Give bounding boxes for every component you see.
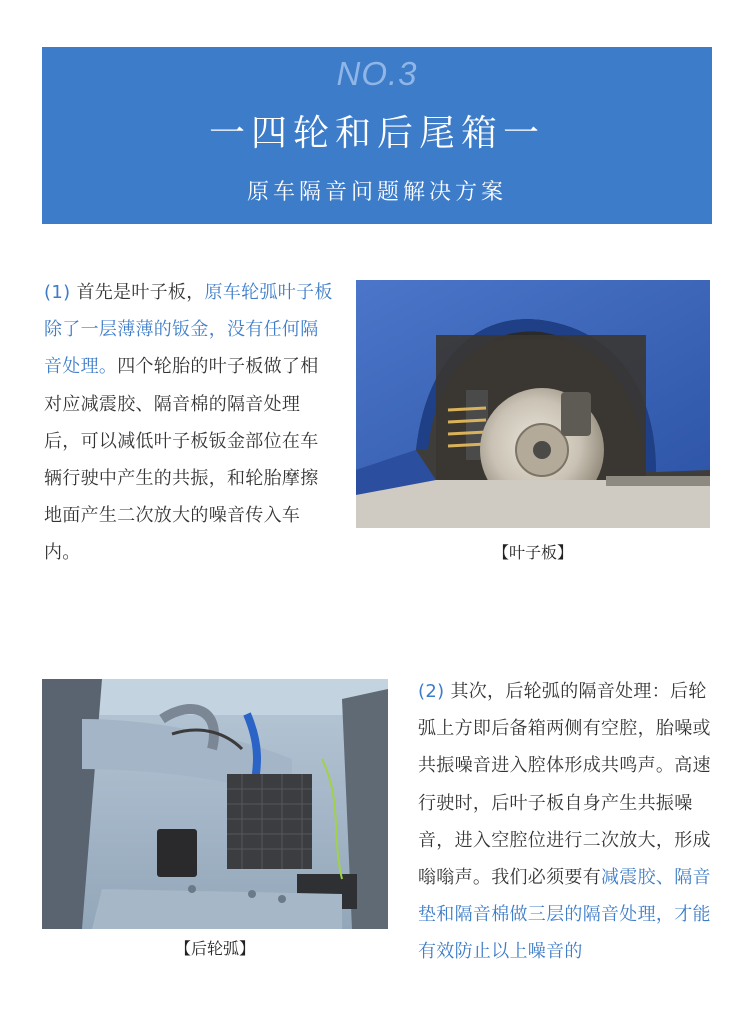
paragraph-lead: 首先是叶子板， — [76, 282, 205, 303]
paragraph-highlight: 原车轮弧叶子板除了一层薄薄的钣金，没有任何隔音处理。 — [44, 282, 333, 378]
paragraph-fender — [44, 274, 334, 572]
paragraph-body: 四个轮胎的叶子板做了相对应减震胶、隔音棉的隔音处理后，可以减低叶子板钣金部位在车辆行驶中产生的共振，和轮胎摩擦地面产生二次放大的噪音传入车内。 — [44, 356, 319, 564]
paragraph-number-2: (2) — [418, 681, 445, 702]
fender-photo — [356, 280, 710, 528]
trunk-caption: 【后轮弧】 — [174, 939, 255, 958]
paragraph-body-2: 其次，后轮弧的隔音处理：后轮弧上方即后备箱两侧有空腔，胎噪或共振噪音进入腔体形成共鸣声。高速行驶时，后叶子板自身产生共振噪音，进入空腔位进行二次放大，形成嗡嗡声。我们必须要有 — [418, 681, 711, 889]
section-number: NO.3 — [336, 55, 418, 92]
trunk-illustration — [42, 679, 388, 929]
section-title: 一四轮和后尾箱一 — [208, 113, 545, 154]
paragraph-rear-wheel-arch — [418, 673, 714, 971]
paragraph-highlight-2: 减震胶、隔音垫和隔音棉做三层的隔音处理，才能有效防止以上噪音的 — [418, 867, 711, 963]
trunk-photo — [42, 679, 388, 929]
section-banner — [42, 47, 712, 224]
fender-illustration — [356, 280, 710, 528]
fender-caption: 【叶子板】 — [492, 543, 573, 562]
paragraph-number: (1) — [44, 282, 71, 303]
section-subtitle: 原车隔音问题解决方案 — [246, 180, 507, 205]
